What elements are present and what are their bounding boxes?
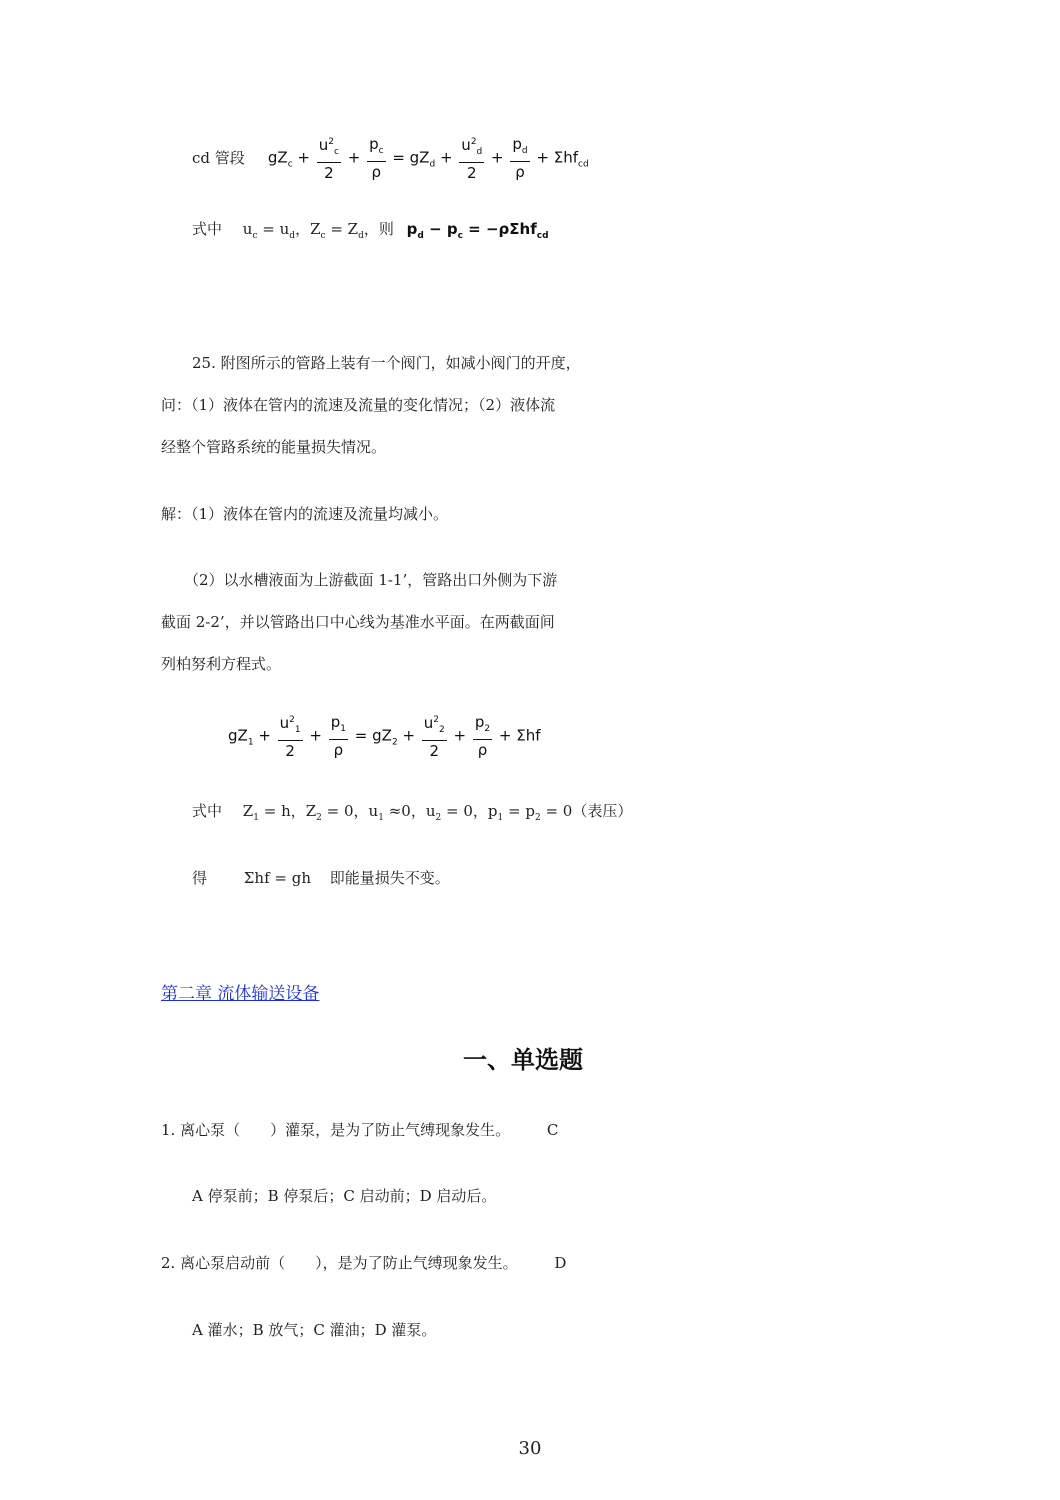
cd-section-label: cd 管段 — [192, 149, 245, 167]
cd-section-line — [192, 134, 589, 182]
answer-p2-line3: 列柏努利方程式。 — [161, 655, 282, 673]
pressure-diff-result: $p_d - p_c = -\rho\Sigma hf_{cd}$ — [406, 220, 549, 241]
question-1-options: A 停泵前；B 停泵后；C 启动前；D 启动后。 — [192, 1187, 497, 1205]
q25-line3: 经整个管路系统的能量损失情况。 — [161, 438, 387, 456]
result-equation: Σhf = gh — [243, 869, 311, 887]
answer-p2-line2: 截面 2-2’，并以管路出口中心线为基准水平面。在两截面间 — [161, 613, 555, 631]
q25-line2: 问：（1）液体在管内的流速及流量的变化情况；（2）液体流 — [161, 396, 556, 414]
chapter-2-link[interactable]: 第二章 流体输送设备 — [161, 984, 320, 1004]
cd-equation: $gZ_c$ + $\frac{u^2_c}{2}$ + $\frac{p_c}{\rho}$ = $gZ_d$ + $\frac{u^2_d}{2}$ + $\frac{p_d}{\rho}$ + Σhf$_{cd}$ — [267, 134, 589, 182]
page-number: 30 — [518, 1438, 542, 1459]
section-heading: 一、单选题 — [463, 1046, 583, 1074]
where-line-1: 式中 $u_c = u_d$，$Z_c = Z_d$，则 $p_d - p_c = -\rho\Sigma hf_{cd}$ — [192, 220, 549, 241]
where-label: 式中 — [192, 220, 223, 238]
bernoulli-equation: $gZ_1$ + $\frac{u^2_1}{2}$ + $\frac{p_1}{\rho}$ = $gZ_2$ + $\frac{u^2_2}{2}$ + $\frac{p_2}{\rho}$ + Σhf — [228, 712, 541, 760]
where-line-2: 式中 $Z_1 = h$，$Z_2 = 0$，$u_1 \approx 0$，$u_2 = 0$，$p_1 = p_2 = 0$（表压） — [192, 802, 633, 823]
answer-line1: 解：（1）液体在管内的流速及流量均减小。 — [161, 505, 449, 523]
question-2-options: A 灌水；B 放气；C 灌油；D 灌泵。 — [192, 1321, 437, 1339]
answer-p2-line1: （2）以水槽液面为上游截面 1-1’，管路出口外侧为下游 — [184, 571, 558, 589]
question-1: 1. 离心泵（ ）灌泵，是为了防止气缚现象发生。 C — [161, 1121, 559, 1139]
result-line: 得 Σhf = gh 即能量损失不变。 — [192, 869, 450, 887]
question-1-answer: C — [546, 1121, 559, 1139]
question-2-answer: D — [554, 1254, 567, 1272]
q25-line1: 25. 附图所示的管路上装有一个阀门，如减小阀门的开度， — [192, 354, 581, 372]
question-2: 2. 离心泵启动前（ ），是为了防止气缚现象发生。 D — [161, 1254, 567, 1272]
